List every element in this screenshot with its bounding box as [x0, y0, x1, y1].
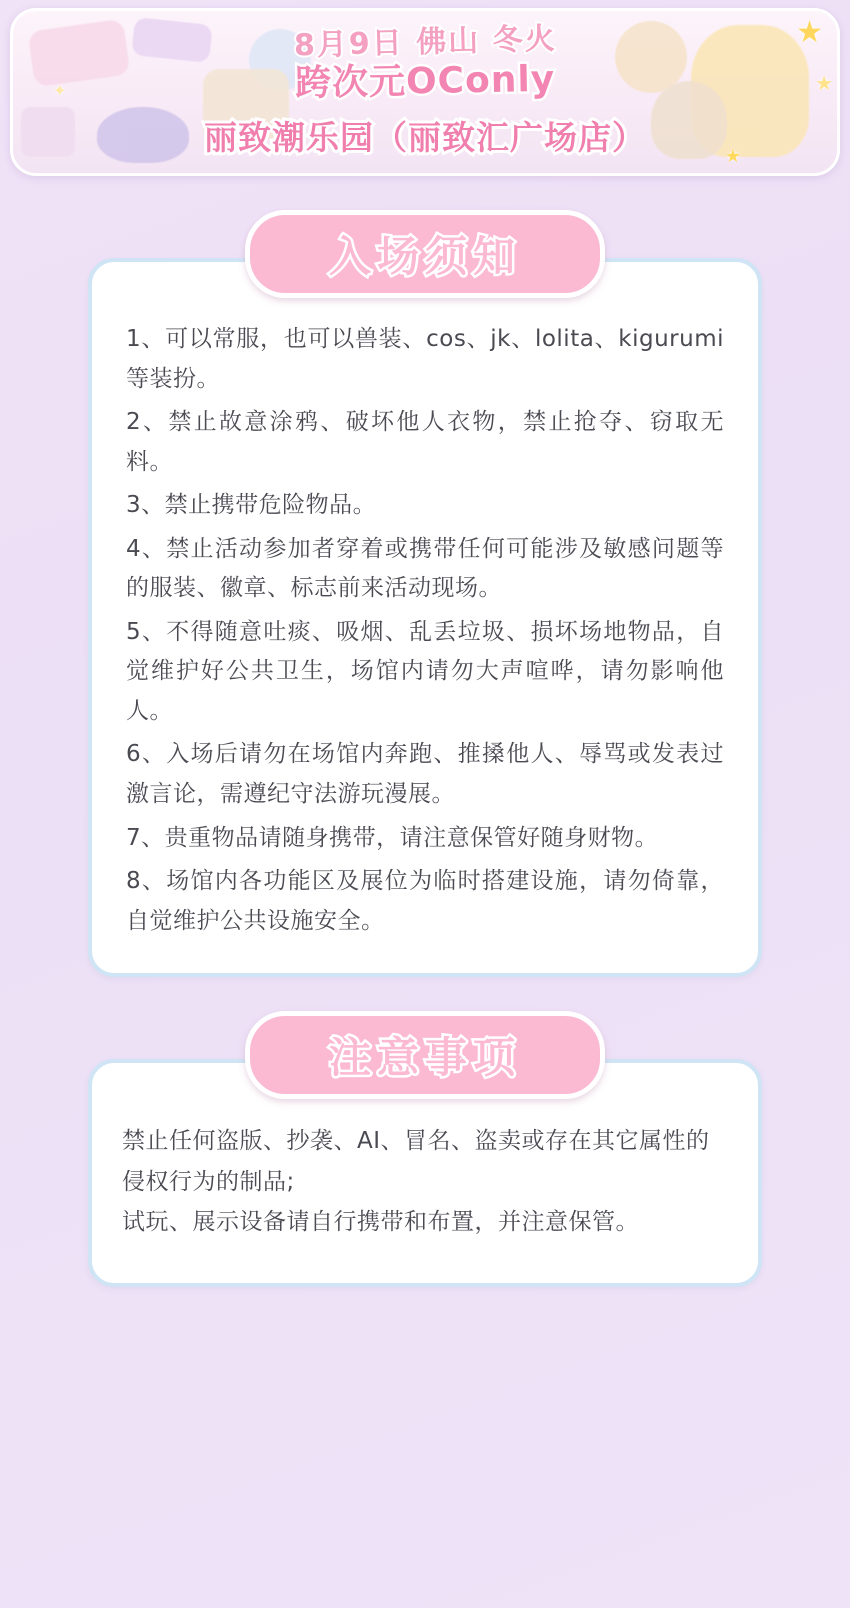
rule-item: 2、禁止故意涂鸦、破坏他人衣物，禁止抢夺、窃取无料。 — [126, 409, 724, 475]
rule-item: 1、可以常服，也可以兽装、cos、jk、lolita、kigurumi等装扮。 — [126, 326, 724, 392]
sparkle-icon: ✦ — [53, 81, 67, 100]
banner-event-name: 跨次元OConly — [294, 58, 556, 104]
note-item: 试玩、展示设备请自行携带和布置，并注意保管。 — [122, 1209, 639, 1236]
rule-item: 4、禁止活动参加者穿着或携带任何可能涉及敏感问题等的服装、徽章、标志前来活动现场。 — [126, 535, 724, 602]
section-title-text: 入场须知 — [328, 232, 521, 281]
banner-date-location: 8月9日 佛山 冬火 — [293, 21, 557, 64]
section-title-entry-notice — [245, 210, 605, 298]
event-header-banner — [10, 8, 840, 176]
spacer — [0, 176, 850, 210]
star-icon: ★ — [724, 146, 741, 167]
spacer — [0, 977, 850, 1011]
section-title-text: 注意事项 — [328, 1033, 521, 1083]
rule-item: 8、场馆内各功能区及展位为临时搭建设施，请勿倚靠，自觉维护公共设施安全。 — [126, 868, 724, 934]
rule-item: 7、贵重物品请随身携带，请注意保管好随身财物。 — [126, 824, 659, 851]
banner-title-group — [13, 21, 837, 104]
entry-notice-card — [88, 258, 762, 977]
star-icon: ★ — [815, 71, 833, 95]
rule-item: 6、入场后请勿在场馆内奔跑、推搡他人、辱骂或发表过激言论，需遵纪守法游玩漫展。 — [126, 741, 724, 808]
note-item: 禁止任何盗版、抄袭、AI、冒名、盗卖或存在其它属性的侵权行为的制品; — [122, 1128, 710, 1195]
banner-venue: 丽致潮乐园（丽致汇广场店） — [204, 118, 646, 157]
rule-item: 5、不得随意吐痰、吸烟、乱丢垃圾、损坏场地物品，自觉维护好公共卫生，场馆内请勿大声喧哗，请勿影响他人。 — [126, 618, 724, 724]
rule-item: 3、禁止携带危险物品。 — [126, 492, 377, 519]
section-title-precautions — [245, 1011, 605, 1099]
star-icon: ★ — [796, 15, 823, 50]
